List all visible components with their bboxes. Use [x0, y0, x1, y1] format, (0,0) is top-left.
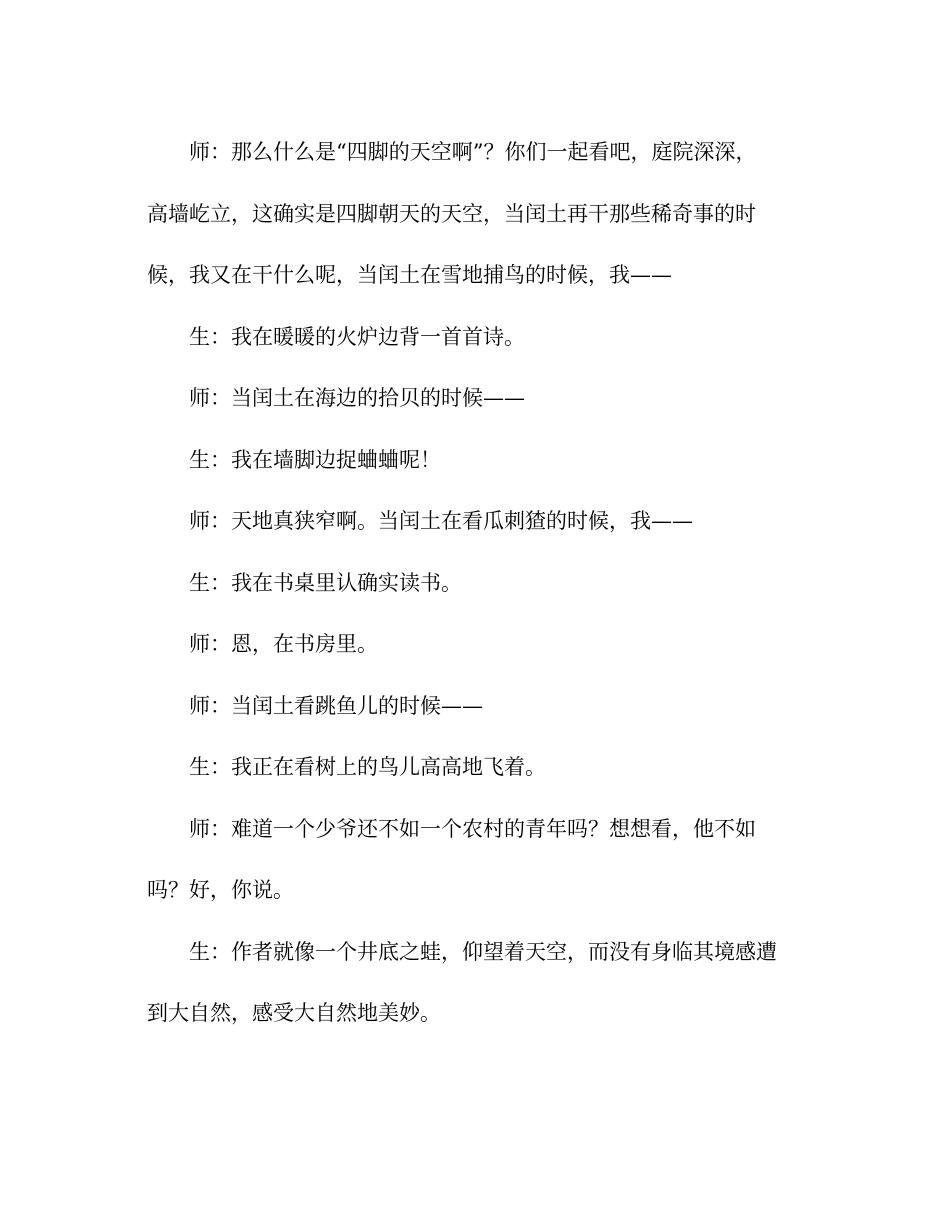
paragraph-student-crickets [147, 430, 807, 492]
text-line: 师：当闰土在海边的拾贝的时候—— [189, 386, 525, 410]
paragraph-teacher-study-room [147, 614, 807, 676]
text-line: 高墙屹立，这确实是四脚朝天的天空，当闰土再干那些稀奇事的时 [147, 201, 756, 226]
paragraph-teacher-jumping-fish [147, 676, 807, 738]
paragraph-teacher-young-master [147, 799, 807, 922]
text-line: 生：我在暖暖的火炉边背一首首诗。 [189, 324, 525, 349]
text-line: 到大自然，感受大自然地美妙。 [147, 1001, 441, 1025]
text-line: 生：我在书桌里认确实读书。 [189, 570, 462, 595]
paragraph-teacher-four-corner-sky [147, 122, 807, 307]
paragraph-teacher-narrow-world [147, 491, 807, 553]
paragraph-student-birds [147, 737, 807, 799]
document-body [147, 122, 807, 1045]
text-line: 生：我正在看树上的鸟儿高高地飞着。 [189, 755, 546, 779]
paragraph-student-frog-in-well [147, 922, 807, 1045]
text-line: 生：作者就像一个井底之蛙，仰望着天空，而没有身临其境感遭 [189, 939, 777, 964]
text-line: 师：当闰土看跳鱼儿的时候—— [189, 693, 483, 718]
text-line: 师：天地真狭窄啊。当闰土在看瓜刺猹的时候，我—— [189, 509, 693, 533]
text-line: 吗？好，你说。 [147, 878, 294, 902]
text-line: 师：恩，在书房里。 [189, 632, 378, 656]
text-line: 候，我又在干什么呢，当闰土在雪地捕鸟的时候，我—— [147, 263, 672, 287]
text-line: 生：我在墙脚边捉蛐蛐呢！ [189, 447, 441, 472]
text-line: 师：那么什么是“四脚的天空啊”？你们一起看吧，庭院深深， [189, 140, 757, 164]
paragraph-student-reciting-poems [147, 307, 807, 369]
paragraph-teacher-seashells [147, 368, 807, 430]
text-line: 师：难道一个少爷还不如一个农村的青年吗？想想看，他不如 [189, 816, 756, 841]
paragraph-student-reading [147, 553, 807, 615]
